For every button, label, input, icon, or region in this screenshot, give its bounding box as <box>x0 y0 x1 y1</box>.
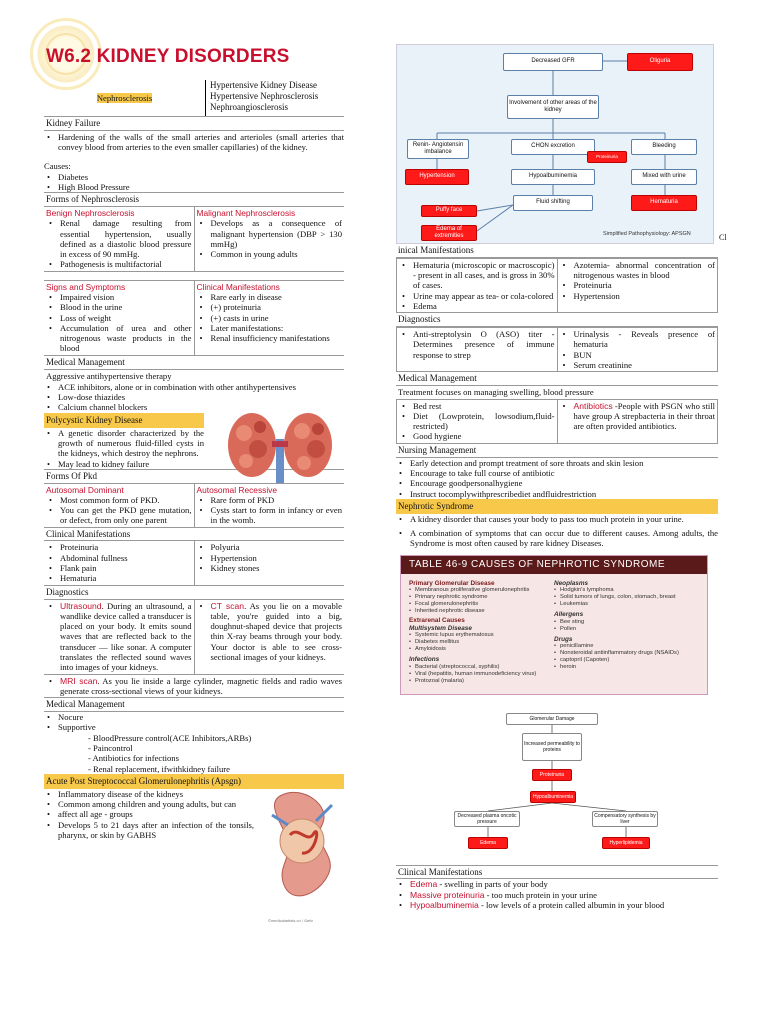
section-heading: Nephrotic Syndrome <box>396 499 718 514</box>
list-item: • Develops 5 to 21 days after an infection of the tonsils, pharynx, or skin by GABHS <box>44 820 254 841</box>
puffy-face-node: Puffy face <box>421 205 477 217</box>
synonym: Nephroangiosclerosis <box>210 101 288 112</box>
hematuria-node: Hematuria <box>631 195 697 211</box>
term-text: - low levels of a protein called albumin in your blood <box>478 899 665 910</box>
list-item: • Good hygiene <box>399 431 555 441</box>
list-item: • Hematuria <box>46 573 192 583</box>
section-heading: Medical Management <box>396 372 718 386</box>
column-heading: Clinical Manifestations <box>196 281 280 292</box>
table-item: • Bee sting <box>554 619 699 626</box>
decreased-gfr-node: Decreased GFR <box>503 53 603 71</box>
oliguria-node: Oliguria <box>627 53 693 71</box>
list-item: • Low-dose thiazides <box>44 392 344 402</box>
table-item: • captopril (Capoten) <box>554 657 699 664</box>
list-item: • Flank pain <box>46 563 192 573</box>
table-subcategory: Neoplasms <box>554 579 589 587</box>
list-item: • Renal damage resulting from essential hypertension, usually defined as a diastolic blood pressure in excess of 90 mmHg. <box>46 218 192 259</box>
nephrotic-flowchart <box>396 711 714 861</box>
hypoalbuminemia-node: Hypoalbuminemia <box>511 169 595 185</box>
column-heading: Autosomal Recessive <box>196 484 278 495</box>
list-item: • Rare form of PKD <box>197 495 343 505</box>
table-item: • Systemic lupus erythematosus <box>409 632 554 639</box>
table-subcategory: Multisystem Disease <box>409 624 472 632</box>
term-text: . As you lie inside a large cylinder, magnetic fields and radio waves generate cross-sectional views of your kidneys. <box>60 675 342 696</box>
list-item: • Cysts start to form in infancy or even in the womb. <box>197 505 343 526</box>
list-item: • Diet (Lowprotein, lowsodium,fluid-restricted) <box>399 411 555 432</box>
list-item: • Supportive <box>44 722 344 732</box>
list-item: • Renal insufficiency manifestations <box>197 333 343 343</box>
list-item: • You can get the PKD gene mutation, or defect, from only one parent <box>46 505 192 526</box>
table-item: • heroin <box>554 664 699 671</box>
glomerulus-image <box>262 785 348 915</box>
nephrosclerosis-row <box>44 80 344 116</box>
apsgn-clinical-table <box>396 258 718 314</box>
list-item: • Accumulation of urea and other nitrogenous waste products in the blood <box>46 323 192 354</box>
list-item: • Diabetes <box>44 172 344 182</box>
list-subitem: - Renal replacement, ifwithkidney failure <box>88 763 230 774</box>
cutoff-text: Cl <box>719 233 727 242</box>
pkd-clinical-table <box>44 541 344 585</box>
proteinuria-node: Proteinuria <box>587 151 627 163</box>
hypoalbuminemia-node: Hypoalbuminemia <box>530 791 576 803</box>
list-item: • Hematuria (microscopic or macroscopic) - present in all cases, and is gross in 30% of cases. <box>399 260 555 291</box>
treatment-intro: Treatment focuses on managing swelling, blood pressure <box>398 387 594 398</box>
list-item: • (+) proteinuria <box>197 302 343 312</box>
list-item: • Encourage goodpersonalhygiene <box>396 478 718 488</box>
section-heading: Acute Post Streptococcal Glomerulonephritis (Apsgn) <box>44 774 344 789</box>
column-heading: Signs and Symptoms <box>46 281 126 292</box>
list-item: • Serum creatinine <box>560 360 716 370</box>
table-subcategory: Allergens <box>554 611 584 619</box>
list-item: • ACE inhibitors, alone or in combination with other antihypertensives <box>44 382 344 392</box>
section-heading: Medical Management <box>44 698 344 712</box>
involvement-node: Involvement of other areas of the kidney <box>507 95 599 119</box>
signs-table <box>44 280 344 356</box>
nephrosclerosis-synonyms <box>206 80 318 116</box>
list-item: • Early detection and prompt treatment of sore throats and skin lesion <box>396 458 718 468</box>
list-item <box>396 879 718 889</box>
term-text: . As you lie on a movable table, you're guided into a big, doughnut-shaped device that projects thin X-ray beams through your body. Your doctor is able to see cross-sectional images of your kidneys. <box>210 600 342 663</box>
list-subitem: - Antibiotics for infections <box>88 753 179 764</box>
list-subitem: - BloodPressure control(ACE Inhibitors,ARBs) <box>88 732 252 743</box>
bleeding-node: Bleeding <box>631 139 697 155</box>
table-heading: TABLE 46-9 CAUSES OF NEPHROTIC SYNDROME <box>401 556 707 574</box>
term-label: Antibiotics <box>573 400 613 411</box>
table-item: • Inherited nephrotic disease <box>409 608 554 615</box>
list-item: • Urine may appear as tea- or cola-colored <box>399 291 555 301</box>
ultrasound-item <box>46 601 192 673</box>
list-item: • (+) casts in urine <box>197 313 343 323</box>
apsgn-management-table <box>396 399 718 444</box>
list-item: • Edema <box>399 301 555 311</box>
list-item: • Blood in the urine <box>46 302 192 312</box>
table-item: • Amyloidosis <box>409 646 554 653</box>
hypertension-node: Hypertension <box>405 169 469 185</box>
hyperlipidemia-node: Hyperlipidemia <box>602 837 650 849</box>
list-item: • Azotemia- abnormal concentration of nitrogenous wastes in blood <box>560 260 716 281</box>
list-item: • Hardening of the walls of the small arteries and arterioles (small arteries that convey blood from arteries to the even smaller capillaries) of the kidney. <box>44 132 344 153</box>
list-item: • Most common form of PKD. <box>46 495 192 505</box>
list-item: • BUN <box>560 350 716 360</box>
list-item: • Urinalysis - Reveals presence of hematuria <box>560 329 716 350</box>
list-item: • Impaired vision <box>46 292 192 302</box>
fluid-shifting-node: Fluid shifting <box>513 195 593 211</box>
list-item: • Kidney stones <box>197 563 343 573</box>
list-item: • Instruct tocomplywithprescribediet andfluidrestriction <box>396 489 718 499</box>
table-item: • Hodgkin's lymphoma <box>554 587 699 594</box>
antibiotics-item <box>560 401 716 432</box>
table-item: • Diabetes mellitus <box>409 639 554 646</box>
list-item: • Proteinuria <box>560 280 716 290</box>
table-item: • Primary nephrotic syndrome <box>409 594 554 601</box>
list-item: • Proteinuria <box>46 542 192 552</box>
section-heading: Kidney Failure <box>44 116 344 131</box>
table-item: • Nonsteroidal antiinflammatory drugs (NSAIDs) <box>554 650 699 657</box>
list-item: • Abdominal fullness <box>46 553 192 563</box>
term-label: Ultrasound <box>60 600 102 611</box>
list-item: • Develops as a consequence of malignant hypertension (DBP > 130 mmHg) <box>197 218 343 249</box>
glomerular-damage-node: Glomerular Damage <box>506 713 598 725</box>
list-item: • May lead to kidney failure <box>44 459 204 469</box>
list-item: • Loss of weight <box>46 313 192 323</box>
list-item: • affect all age - groups <box>44 809 254 819</box>
pkd-diagnostics-table <box>44 600 344 675</box>
column-heading: Malignant Nephrosclerosis <box>196 208 296 219</box>
synonym: Hypertensive Kidney Disease <box>210 80 317 90</box>
section-heading: Diagnostics <box>396 313 718 327</box>
forms-table <box>44 207 344 272</box>
table-subcategory: Infections <box>409 656 440 664</box>
edema-node: Edema <box>468 837 508 849</box>
title-area <box>44 0 344 74</box>
list-item: • Anti-streptolysin O (ASO) titer - Determines presence of immune response to strep <box>399 329 555 360</box>
list-item <box>396 900 718 910</box>
section-heading: inical Manifestations <box>396 244 718 258</box>
list-item: • Calcium channel blockers <box>44 402 344 412</box>
table-subcategory: Drugs <box>554 635 573 643</box>
table-category: Extrarenal Causes <box>409 617 465 625</box>
column-heading: Benign Nephrosclerosis <box>46 208 135 219</box>
section-heading: Nursing Management <box>396 444 718 458</box>
section-heading: Polycystic Kidney Disease <box>44 413 204 428</box>
mixed-with-urine-node: Mixed with urine <box>631 169 697 185</box>
permeability-node: Increased permeability to proteins <box>522 733 582 761</box>
pkd-forms-table <box>44 484 344 528</box>
section-heading: Medical Management <box>44 356 344 370</box>
list-item: • A combination of symptoms that can occur due to different causes. Among adults, the Syndrome is most often caused by rare kidney Diseases. <box>396 528 718 549</box>
oncotic-pressure-node: Decreased plasma oncotic pressure <box>454 811 520 827</box>
section-heading: Forms of Nephrosclerosis <box>44 192 344 207</box>
causes-label: Causes: <box>44 161 71 172</box>
table-category: Primary Glomerular Disease <box>409 579 495 587</box>
term-label: Hypoalbuminemia <box>410 899 479 910</box>
list-item: • Polyuria <box>197 542 343 552</box>
chon-node: CHON excretion <box>511 139 595 155</box>
list-item: • Pathogenesis is multifactorial <box>46 259 192 269</box>
renin-node: Renin- Angiotensin imbalance <box>407 139 469 159</box>
list-item: • High Blood Pressure <box>44 182 344 192</box>
list-item: • Rare early in disease <box>197 292 343 302</box>
table-item: • Focal glomerulonephritis <box>409 601 554 608</box>
table-item: • Solid tumors of lungs, colon, stomach, breast <box>554 594 699 601</box>
table-item: • Membranous proliferative glomerulonephritis <box>409 587 554 594</box>
list-item: • Common in young adults <box>197 249 343 259</box>
list-item: • Later manifestations: <box>197 323 343 333</box>
list-item: • A kidney disorder that causes your body to pass too much protein in your urine. <box>396 514 718 524</box>
ct-item <box>197 601 343 663</box>
list-item: • Hypertension <box>560 291 716 301</box>
therapy-intro: Aggressive antihypertensive therapy <box>46 370 172 381</box>
column-heading: Autosomal Dominant <box>46 484 124 495</box>
table-item: • Leukemias <box>554 601 699 608</box>
section-heading: Clinical Manifestations <box>396 865 718 880</box>
list-subitem: - Paincontrol <box>88 743 133 754</box>
term-label: MRI scan <box>60 675 98 686</box>
proteinuria-node: Proteinuria <box>532 769 572 781</box>
list-item: • Inflammatory disease of the kidneys <box>44 789 254 799</box>
list-item: • Common among children and young adults, but can <box>44 799 254 809</box>
apsgn-diagnostics-table <box>396 327 718 372</box>
polycystic-kidney-image <box>222 405 338 485</box>
causes-table-figure <box>400 555 708 695</box>
table-item: • Viral (hepatitis, human immunodeficiency virus) <box>409 671 554 678</box>
image-credit: ©medicalartists.co / Gettr <box>268 917 313 923</box>
table-item: • Protozoal (malaria) <box>409 678 554 685</box>
right-column <box>396 0 727 910</box>
list-item: • A genetic disorder characterized by the growth of numerous fluid-filled cysts in the kidneys, which destroy the nephrons. <box>44 428 204 459</box>
term-label: Edema <box>410 879 438 890</box>
table-item: • penicillamine <box>554 643 699 650</box>
term-text: . During an ultrasound, a wandlike device called a transducer is placed on your body. It emits sound waves that are reflected back to the transducer — like sonar. A computer translates the reflected sound waves into images of your kidneys. <box>60 600 192 673</box>
section-heading: Clinical Manifestations <box>44 528 344 542</box>
list-item <box>396 890 718 900</box>
term-text: -People with PSGN who still have group A strepbacteria in their throat are often provided antibiotics. <box>573 400 715 432</box>
nephrosclerosis-label: Nephrosclerosis <box>96 92 153 103</box>
list-item: • Nocure <box>44 712 344 722</box>
synonym: Hypertensive Nephrosclerosis <box>210 90 319 101</box>
term-label: Massive proteinuria <box>410 889 485 900</box>
list-item: • Encourage to take full course of antibiotic <box>396 468 718 478</box>
section-heading: Forms Of Pkd <box>44 469 344 484</box>
term-text: - swelling in parts of your body <box>437 879 548 890</box>
table-item: • Bacterial (streptococcal, syphilis) <box>409 664 554 671</box>
term-text: - too much protein in your urine <box>484 889 597 900</box>
apsgn-pathophysiology-diagram <box>396 44 727 244</box>
list-item: • Bed rest <box>399 401 555 411</box>
term-label: CT scan <box>210 600 245 611</box>
edema-extremities-node: Edema of extremities <box>421 225 477 241</box>
section-heading: Diagnostics <box>44 586 344 600</box>
list-item: • Hypertension <box>197 553 343 563</box>
left-column <box>44 0 344 923</box>
compensatory-synthesis-node: Compensatory synthesis by liver <box>592 811 658 827</box>
diagram-caption: Simplified Pathophysiology: APSGN <box>603 231 691 237</box>
page-title: W6.2 KIDNEY DISORDERS <box>46 46 290 67</box>
table-item: • Pollen <box>554 626 699 633</box>
mri-item <box>46 676 342 697</box>
